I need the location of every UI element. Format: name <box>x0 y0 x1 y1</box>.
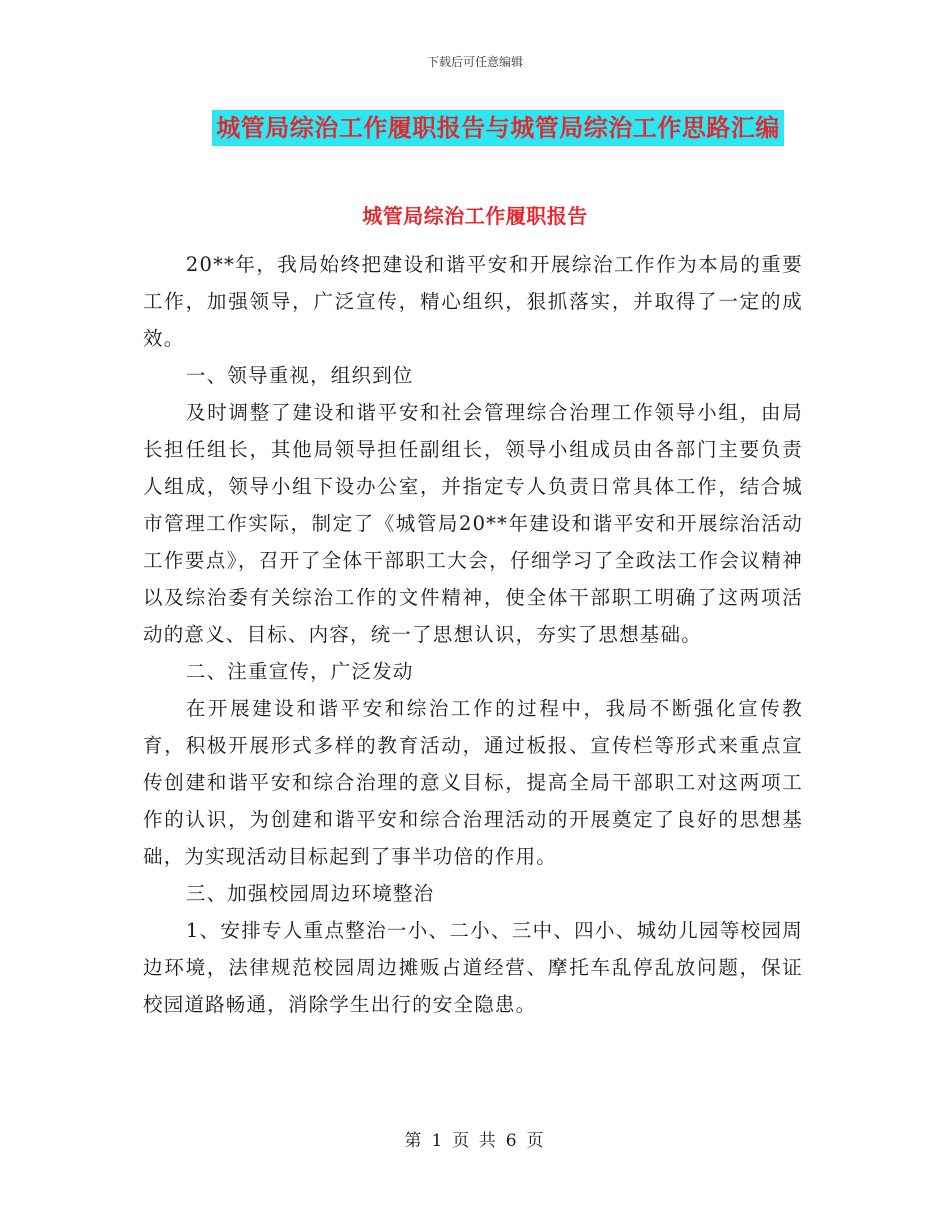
paragraph-section-1: 及时调整了建设和谐平安和社会管理综合治理工作领导小组，由局长担任组长，其他局领导担任副组长，领导小组成员由各部门主要负责人组成，领导小组下设办公室，并指定专人负责日常具体工作，结合城市管理工作实际，制定了《城管局20**年建设和谐平安和开展综治活动工作要点》，召开了全体干部职工大会，仔细学习了全政法工作会议精神以及综治委有关综治工作的文件精神，使全体干部职工明确了这两项活动的意义、目标、内容，统一了思想认识，夯实了思想基础。 <box>143 401 803 646</box>
footer-suffix: 页 <box>526 1131 546 1151</box>
heading-section-1: 一、领导重视，组织到位 <box>185 364 414 387</box>
section-title: 城管局综治工作履职报告 <box>362 204 588 228</box>
document-body <box>143 246 803 1023</box>
header-note: 下载后可任意编辑 <box>426 55 523 69</box>
document-main-title: 城管局综治工作履职报告与城管局综治工作思路汇编 <box>212 110 784 146</box>
paragraph-section-2: 在开展建设和谐平安和综治工作的过程中，我局不断强化宣传教育，积极开展形式多样的教育活动，通过板报、宣传栏等形式来重点宣传创建和谐平安和综合治理的意义目标，提高全局干部职工对这两项工作的认识，为创建和谐平安和综合治理活动的开展奠定了良好的思想基础，为实现活动目标起到了事半功倍的作用。 <box>143 697 803 868</box>
paragraph-section-3-item-1: 1、安排专人重点整治一小、二小、三中、四小、城幼儿园等校园周边环境，法律规范校园周边摊贩占道经营、摩托车乱停乱放问题，保证校园道路畅通，消除学生出行的安全隐患。 <box>143 919 803 1016</box>
heading-section-2: 二、注重宣传，广泛发动 <box>185 660 414 683</box>
paragraph-intro: 20**年，我局始终把建设和谐平安和开展综治工作作为本局的重要工作，加强领导，广泛宣传，精心组织，狠抓落实，并取得了一定的成效。 <box>143 253 803 350</box>
footer-total-pages: 6 <box>505 1131 519 1151</box>
footer-page-number: 1 <box>431 1131 445 1151</box>
footer-prefix: 第 <box>404 1131 424 1151</box>
page-footer <box>0 1126 950 1151</box>
heading-section-3: 三、加强校园周边环境整治 <box>185 882 435 905</box>
main-title-wrap <box>0 110 950 146</box>
footer-middle: 页 共 <box>452 1131 498 1151</box>
